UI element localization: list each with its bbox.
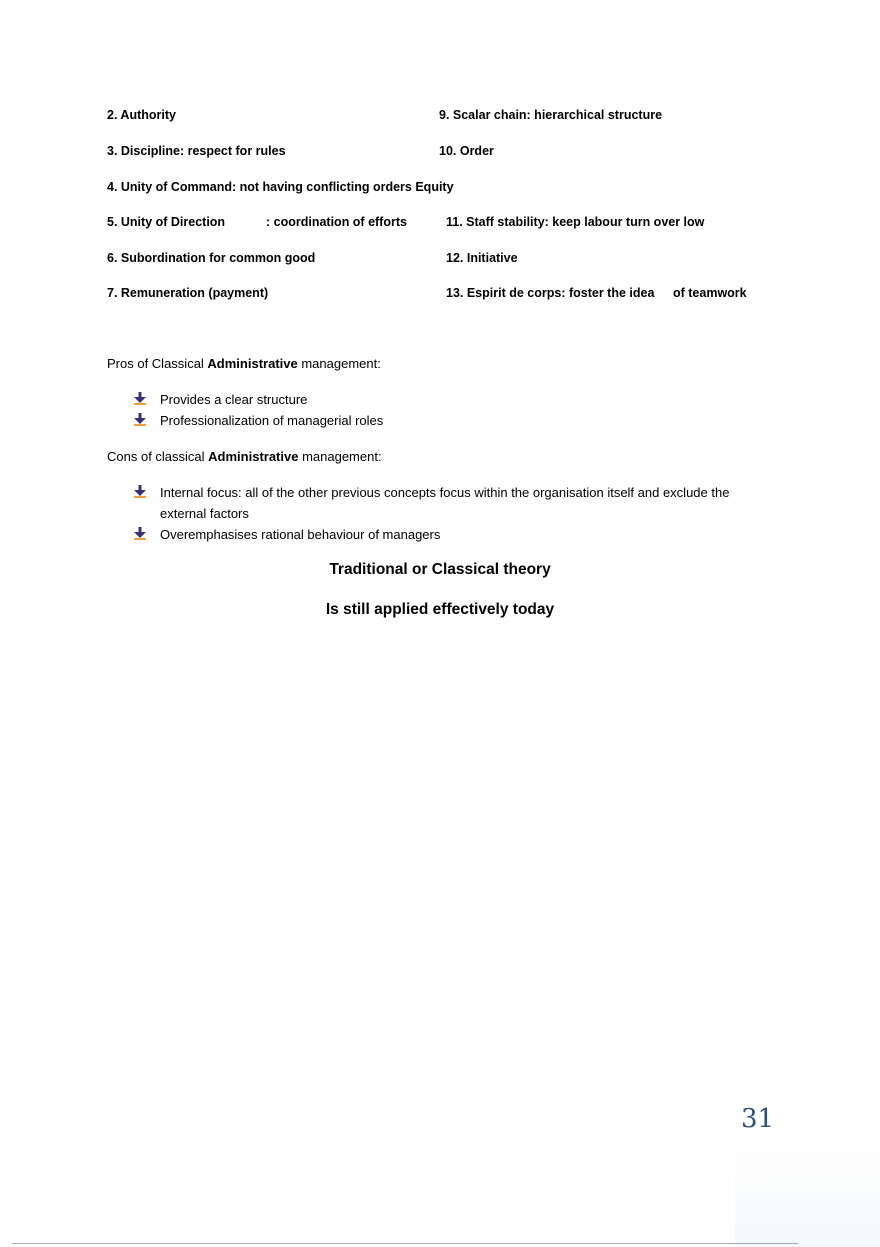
pros-item: Provides a clear structure [160,392,308,407]
principle-13: 13. Espirit de corps: foster the idea [446,286,655,300]
arrow-down-bullet-icon [134,413,146,426]
cons-item: Overemphasises rational behaviour of managers [160,527,441,542]
footer-rule [12,1243,798,1244]
principle-9: 9. Scalar chain: hierarchical structure [439,108,663,122]
cons-intro: Cons of classical Administrative management: [107,449,382,464]
principle-13-tail: of teamwork [673,286,747,300]
cons-item-continuation: external factors [160,506,249,521]
principle-2: 2. Authority [107,108,176,122]
principle-5: 5. Unity of Direction [107,215,226,229]
pros-intro: Pros of Classical Administrative management: [107,356,381,371]
principle-7: 7. Remuneration (payment) [107,286,269,300]
page-number: 31 [741,1104,775,1134]
arrow-down-bullet-icon [134,485,146,498]
cons-item: Internal focus: all of the other previous concepts focus within the organisation itself and exclude the [160,485,730,500]
principle-4: 4. Unity of Command: not having conflicting orders Equity [107,180,454,194]
page-corner-shade [735,1130,880,1247]
principle-3: 3. Discipline: respect for rules [107,144,286,158]
principle-11: 11. Staff stability: keep labour turn over low [446,215,705,229]
principle-6: 6. Subordination for common good [107,251,316,265]
principle-12: 12. Initiative [446,251,518,265]
heading-still-applied: Is still applied effectively today [325,601,555,618]
arrow-down-bullet-icon [134,392,146,405]
principle-10: 10. Order [439,144,494,158]
arrow-down-bullet-icon [134,527,146,540]
heading-traditional-theory: Traditional or Classical theory [329,561,551,578]
pros-item: Professionalization of managerial roles [160,413,384,428]
principle-5-detail: : coordination of efforts [266,215,407,229]
